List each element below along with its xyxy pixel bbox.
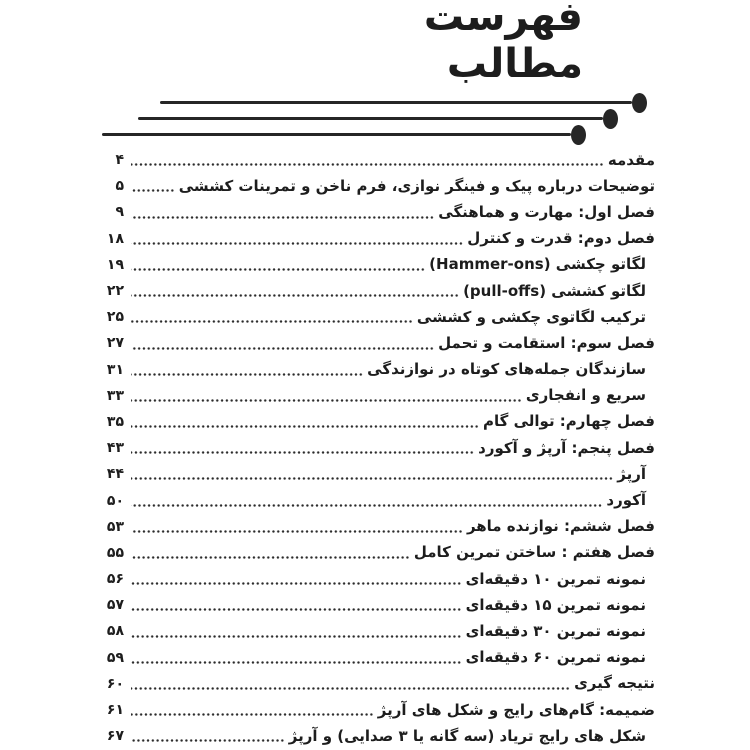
- toc-entry-page-number: ۶۱: [106, 702, 124, 719]
- toc-entry: [100, 567, 655, 593]
- dot-leader: [131, 646, 462, 672]
- page-title: [424, 0, 583, 88]
- toc-entry: [100, 279, 655, 305]
- dot-leader: [131, 384, 522, 410]
- toc-entry-label: نتیجه گیری: [574, 674, 655, 693]
- page-title-line-1: فهرست: [423, 0, 583, 40]
- dot-leader: [131, 515, 463, 541]
- toc-entry-page-number: ۶۷: [106, 728, 124, 745]
- toc-entry: [100, 698, 655, 724]
- dot-leader: [131, 331, 434, 357]
- toc-entry: [100, 488, 655, 514]
- toc-entry: [100, 672, 655, 698]
- toc-entry-page-number: ۵۹: [106, 649, 124, 666]
- toc-entry: [100, 515, 655, 541]
- toc-entry-page-number: ۵۷: [106, 597, 124, 614]
- dot-leader: [131, 488, 602, 514]
- dot-leader: [131, 305, 413, 331]
- decorative-pin-line-1: [160, 101, 632, 104]
- toc-entry-page-number: ۱۸: [106, 230, 124, 247]
- dot-leader: [131, 148, 604, 174]
- toc-entry-label: نمونه تمرین ۱۵ دقیقه‌ای: [465, 595, 646, 614]
- page-title-line-2: مطالب: [446, 41, 583, 87]
- toc-entry-page-number: ۵۸: [106, 623, 124, 640]
- toc-entry-page-number: ۵۰: [106, 492, 124, 509]
- toc-entry-page-number: ۳۵: [106, 413, 124, 430]
- dot-leader: [131, 174, 175, 200]
- dot-leader: [131, 436, 474, 462]
- toc-entry-page-number: ۹: [115, 204, 124, 221]
- toc-entry-page-number: ۳۳: [106, 387, 124, 404]
- toc-entry: [100, 305, 655, 331]
- dot-leader: [131, 279, 459, 305]
- toc-entry-page-number: ۵۵: [106, 544, 124, 561]
- decorative-pin-line-3: [102, 133, 571, 136]
- toc-entry: [100, 384, 655, 410]
- dot-leader: [131, 358, 363, 384]
- toc-entry-page-number: ۵۶: [106, 571, 124, 588]
- toc-entry-label: آرپژ: [617, 464, 646, 483]
- toc-entry-label: لگاتو کششی (pull-offs): [463, 281, 646, 300]
- toc-entry-label: مقدمه: [607, 150, 655, 169]
- toc-entry-page-number: ۲۲: [106, 283, 124, 300]
- toc-entry-label: نمونه تمرین ۳۰ دقیقه‌ای: [465, 621, 646, 640]
- toc-entry-label: فصل هفتم : ساختن تمرین کامل: [413, 543, 655, 562]
- dot-leader: [131, 567, 462, 593]
- toc-entry-label: شکل های رایج تریاد (سه گانه یا ۳ صدایی) و آرپژ: [288, 726, 646, 745]
- toc-entry-page-number: ۶۰: [106, 675, 124, 692]
- toc-entry-label: آکورد: [606, 491, 646, 510]
- dot-leader: [131, 410, 479, 436]
- dot-leader: [131, 200, 434, 226]
- toc-entry-label: سریع و انفجاری: [525, 386, 646, 405]
- toc-entry-page-number: ۴: [115, 152, 124, 169]
- toc-entry-page-number: ۵: [115, 178, 124, 195]
- toc-entry-label: فصل پنجم: آرپژ و آکورد: [478, 438, 655, 457]
- toc-entry-page-number: ۴۳: [106, 440, 124, 457]
- toc-entry-label: فصل اول: مهارت و هماهنگی: [438, 202, 655, 221]
- toc-entry-page-number: ۲۷: [106, 335, 124, 352]
- toc-entry: [100, 358, 655, 384]
- toc-entry-page-number: ۱۹: [106, 256, 124, 273]
- toc-entry-page-number: ۵۳: [106, 518, 124, 535]
- dot-leader: [131, 462, 613, 488]
- dot-leader: [131, 593, 462, 619]
- toc-entry-label: فصل سوم: استقامت و تحمل: [438, 333, 655, 352]
- toc-entry-label: نمونه تمرین ۶۰ دقیقه‌ای: [465, 648, 646, 667]
- toc-entry-label: لگاتو چکشی (Hammer-ons): [429, 255, 646, 274]
- decorative-pin-line-2: [138, 117, 603, 120]
- toc-entry-page-number: ۴۴: [106, 466, 124, 483]
- dot-leader: [131, 541, 410, 567]
- toc-entry-label: فصل ششم: نوازنده ماهر: [466, 517, 655, 536]
- toc-entry: [100, 593, 655, 619]
- toc-entry-label: ضمیمه: گام‌های رایج و شکل های آرپژ: [377, 700, 655, 719]
- toc-entry-label: سازندگان جمله‌های کوتاه در نوازندگی: [367, 360, 646, 379]
- toc-entry: [100, 462, 655, 488]
- toc-entry-label: ترکیب لگاتوی چکشی و کششی: [416, 307, 646, 326]
- toc-entry-label: فصل چهارم: توالی گام: [483, 412, 655, 431]
- toc-entry: [100, 174, 655, 200]
- dot-leader: [131, 227, 463, 253]
- toc-entry-page-number: ۳۱: [106, 361, 124, 378]
- toc-list: [100, 148, 655, 750]
- toc-entry: [100, 646, 655, 672]
- toc-entry-label: فصل دوم: قدرت و کنترل: [467, 229, 655, 248]
- toc-entry-page-number: ۲۵: [106, 309, 124, 326]
- dot-leader: [131, 724, 285, 750]
- dot-leader: [131, 253, 425, 279]
- toc-entry: [100, 148, 655, 174]
- toc-entry: [100, 331, 655, 357]
- toc-entry: [100, 253, 655, 279]
- dot-leader: [131, 698, 374, 724]
- toc-entry: [100, 724, 655, 750]
- toc-entry: [100, 227, 655, 253]
- toc-entry: [100, 619, 655, 645]
- dot-leader: [131, 672, 570, 698]
- toc-entry-label: نمونه تمرین ۱۰ دقیقه‌ای: [465, 569, 646, 588]
- toc-entry: [100, 200, 655, 226]
- dot-leader: [131, 619, 462, 645]
- toc-entry: [100, 541, 655, 567]
- toc-entry-label: توضیحات درباره پیک و فینگر نوازی، فرم ناخن و تمرینات کششی: [178, 176, 655, 195]
- toc-entry: [100, 410, 655, 436]
- toc-entry: [100, 436, 655, 462]
